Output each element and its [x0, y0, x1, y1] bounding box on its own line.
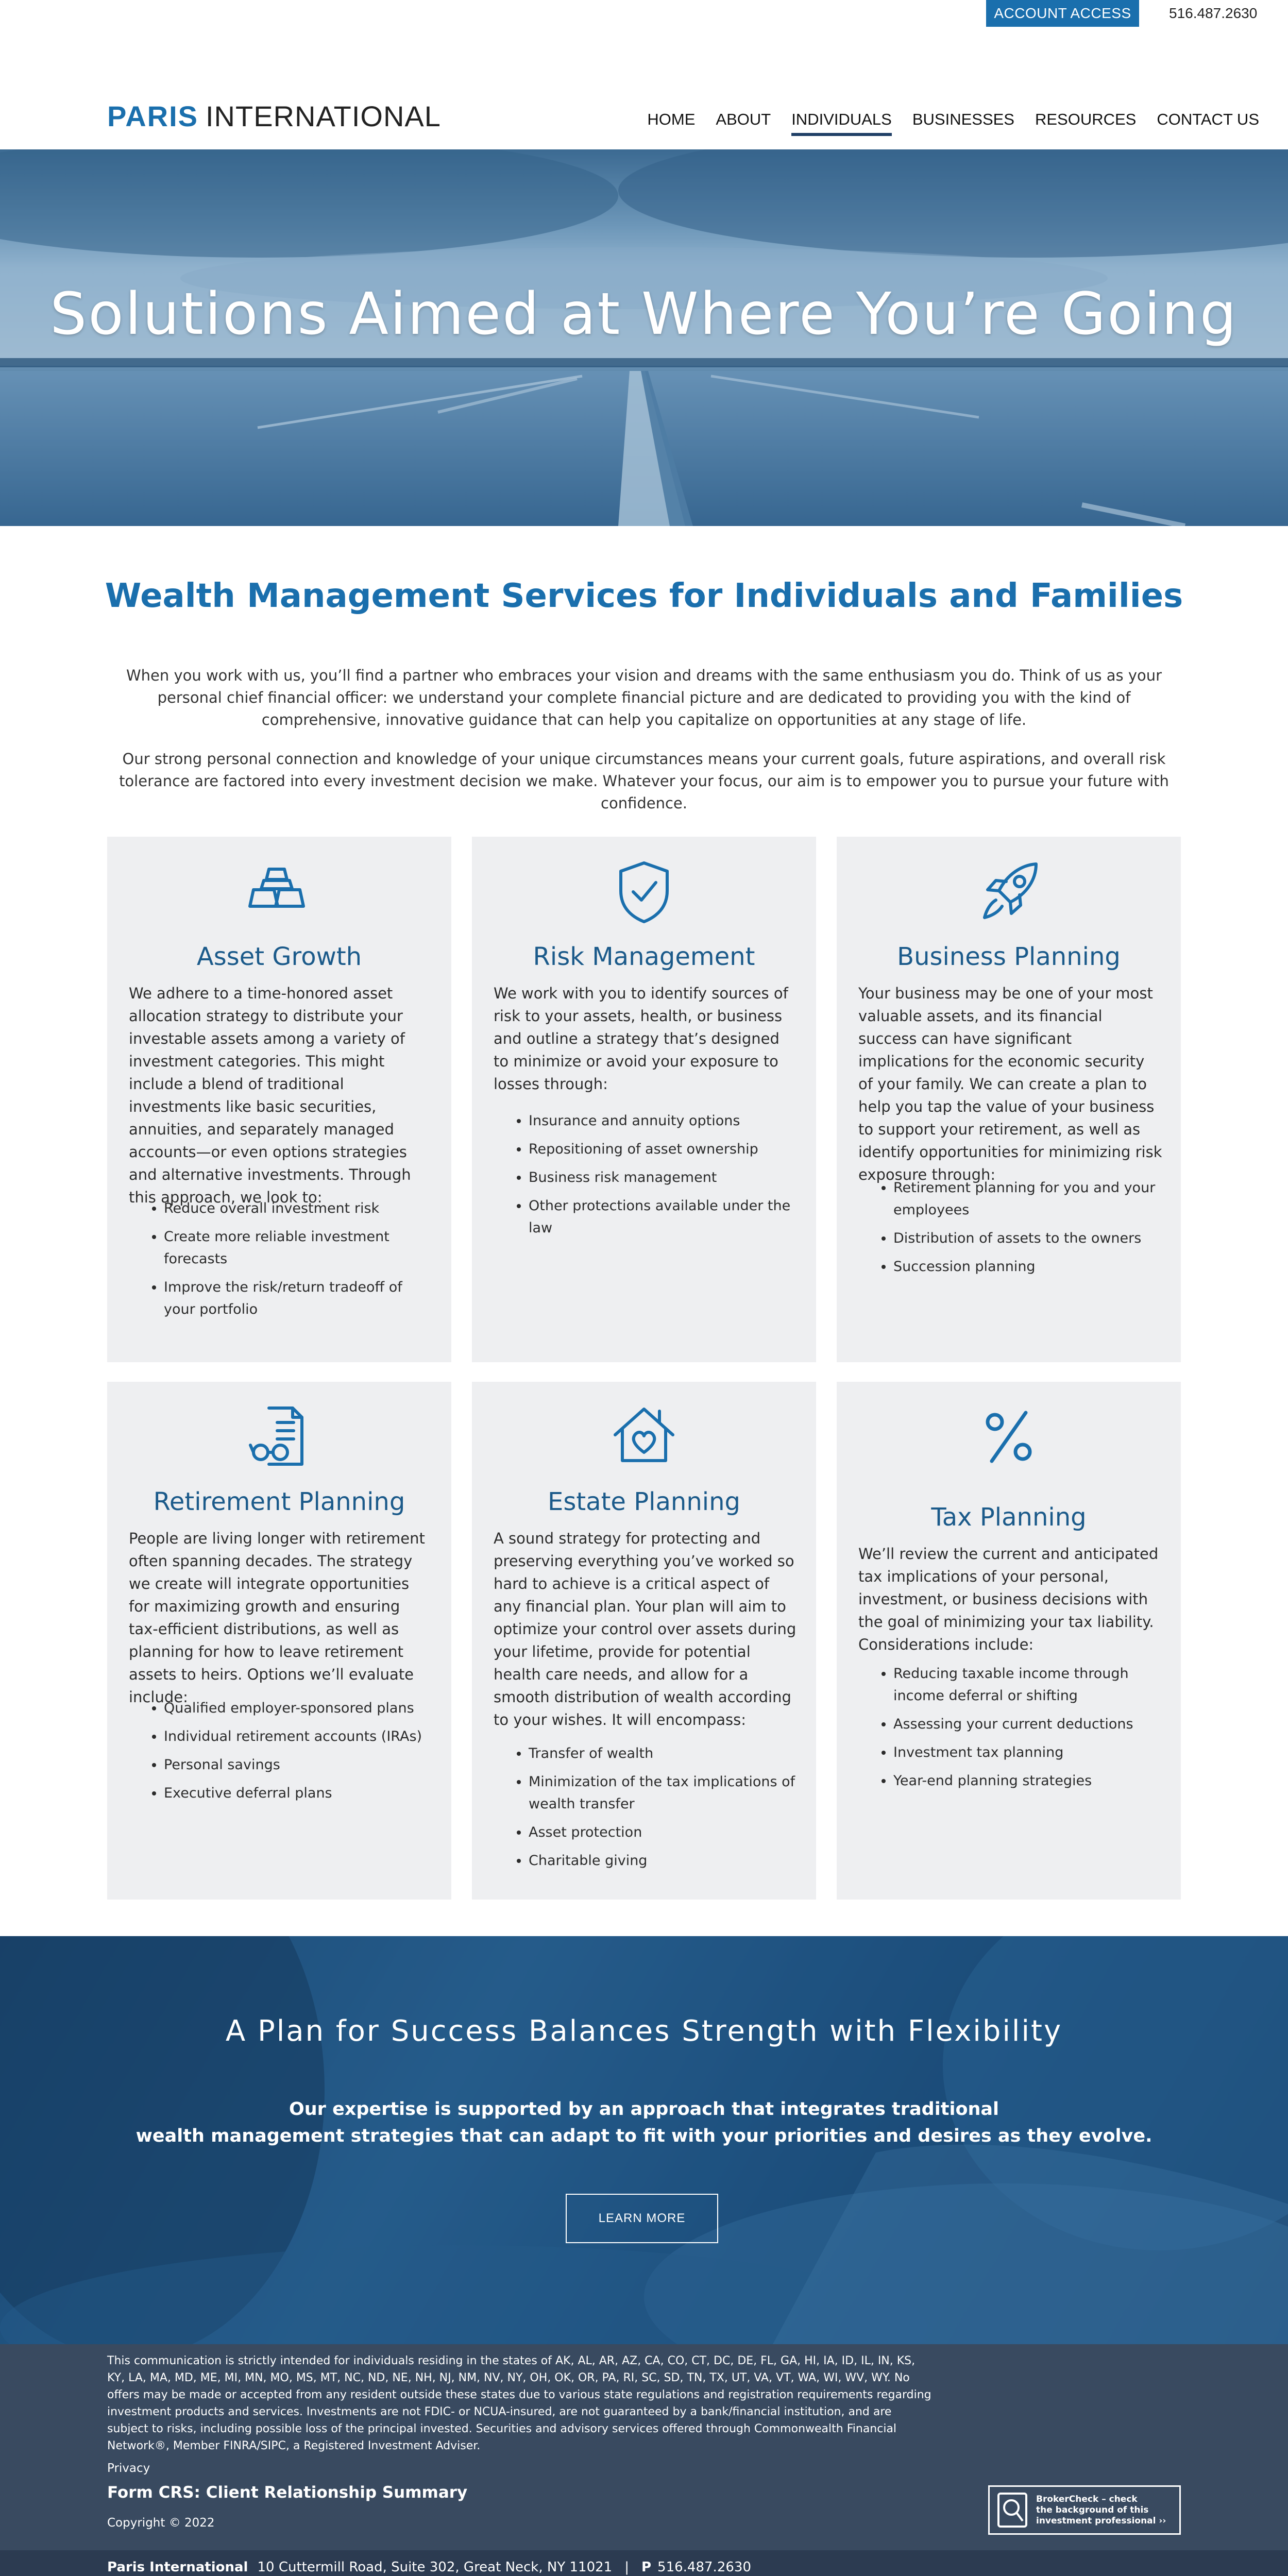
service-bullets — [513, 1110, 802, 1245]
list-item: • Assessing your current deductions — [893, 1713, 1166, 1735]
list-item: • Improve the risk/return tradeoff of your portfolio — [164, 1276, 437, 1320]
list-item: • Transfer of wealth — [529, 1742, 802, 1765]
site-footer — [0, 2344, 1288, 2550]
shield-check-icon — [472, 860, 816, 924]
service-title: Asset Growth — [196, 942, 362, 971]
service-title: Tax Planning — [931, 1503, 1087, 1532]
form-crs-link[interactable]: Form CRS: Client Relationship Summary — [107, 2483, 468, 2502]
list-item: • Succession planning — [893, 1256, 1166, 1278]
list-item: • Investment tax planning — [893, 1741, 1166, 1764]
brokercheck-text — [1036, 2494, 1166, 2527]
cta-text-line-2: wealth management strategies that can adapt to fit with your priorities and desires as they evolve. — [135, 2126, 1153, 2146]
service-bullets — [878, 1177, 1166, 1284]
contact-line — [107, 2550, 751, 2576]
list-item: • Reducing taxable income through income deferral or shifting — [893, 1663, 1166, 1707]
service-card-estate-planning — [472, 1382, 816, 1900]
cta-text — [0, 2096, 1288, 2149]
nav-businesses[interactable]: BUSINESSES — [912, 110, 1014, 128]
service-description: We work with you to identify sources of risk to your assets, health, or business and outline a strategy that’s designed to minimize or avoid your exposure to losses through: — [494, 985, 788, 1093]
service-description: People are living longer with retirement often spanning decades. The strategy we create will integrate opportunities for maximizing growth and ensuring tax-efficient distributions, as well as planning for how to leave retirement assets to heirs. Options we’ll evaluate include: — [129, 1530, 425, 1706]
list-item: • Business risk management — [529, 1166, 802, 1189]
logo[interactable] — [107, 102, 441, 131]
service-bullets — [148, 1697, 437, 1810]
gold-bars-icon — [107, 865, 451, 911]
service-card-risk-management — [472, 837, 816, 1362]
service-title: Estate Planning — [548, 1487, 740, 1516]
service-description: We’ll review the current and anticipated tax implications of your personal, investment, or business decisions with the goal of minimizing your tax liability. Considerations include: — [858, 1545, 1159, 1653]
brokercheck-line-3: investment professional ›› — [1036, 2515, 1166, 2526]
list-item: • Retirement planning for you and your employees — [893, 1177, 1166, 1221]
service-description: A sound strategy for protecting and preserving everything you’ve worked so hard to achieve is a critical aspect of any financial plan. Your plan will aim to optimize your control over assets during your lifetime, provide for potential health care needs, and allow for a smooth distribution of wealth according to your wishes. It will encompass: — [494, 1530, 796, 1728]
account-access-button[interactable]: ACCOUNT ACCESS — [986, 0, 1139, 27]
list-item: • Minimization of the tax implications of wealth transfer — [529, 1771, 802, 1815]
contact-separator: | — [624, 2560, 629, 2575]
brokercheck-magnifier-icon — [997, 2492, 1028, 2528]
service-description: We adhere to a time-honored asset allocation strategy to distribute your investable assets among a variety of investment categories. This might include a blend of traditional investments like basic securities, annuities, and separately managed accounts—or even options strategies and alternative investments. Through this approach, we look to: — [129, 985, 411, 1206]
top-bar — [0, 0, 1288, 27]
disclaimer-text: This communication is strictly intended for individuals residing in the states of AK, AL, AR, AZ, CA, CO, CT, DC, DE, FL, GA, HI, IA, ID, IL, IN, KS, KY, LA, MA, MD, ME, MI, MN, MO, MS, MT, NC, ND, NE, NH, NJ, NM, NV, NY, OH, OK, OR, PA, RI, SC, SD, TN, TX, UT, VA, VT, WA, WI, WV, WY. No offers may be made or accepted from any resident outside these states due to various state regulations and registration requirements regarding investment products and services. Investments are not FDIC- or NCUA-insured, are not guaranteed by a bank/financial institution, and are subject to risks, including possible loss of the principal invested. Securities and advisory services offered through Commonwealth Financial Network®, Member FINRA/SIPC, a Registered Investment Adviser. — [107, 2354, 931, 2452]
service-bullets — [878, 1663, 1166, 1798]
footer-phone-link[interactable]: 516.487.2630 — [657, 2560, 751, 2575]
cta-banner — [0, 1936, 1288, 2344]
firm-name: Paris International — [107, 2560, 248, 2575]
main-nav — [637, 108, 1269, 139]
service-title: Risk Management — [533, 942, 755, 971]
service-card-asset-growth — [107, 837, 451, 1362]
nav-individuals[interactable]: INDIVIDUALS — [781, 108, 902, 139]
list-item: • Create more reliable investment forecasts — [164, 1226, 437, 1270]
cta-title: A Plan for Success Balances Strength with Flexibility — [225, 2014, 1063, 2048]
list-item: • Qualified employer-sponsored plans — [164, 1697, 437, 1719]
site-header — [0, 88, 1288, 149]
brokercheck-line-1: BrokerCheck – check — [1036, 2494, 1138, 2504]
list-item: • Reduce overall investment risk — [164, 1197, 437, 1219]
hero-title: Solutions Aimed at Where You’re Going — [50, 281, 1238, 348]
service-bullets — [513, 1742, 802, 1878]
rocket-icon — [837, 860, 1181, 924]
logo-brand: PARIS — [107, 100, 198, 132]
intro-paragraph-2: Our strong personal connection and knowledge of your unique circumstances means your current goals, future aspirations, and overall risk tolerance are factored into every investment decision we make. Whatever your focus, our aim is to empower you to pursue your future with confidence. — [119, 750, 1169, 812]
top-phone-link[interactable]: 516.487.2630 — [1169, 5, 1258, 21]
logo-suffix: INTERNATIONAL — [206, 100, 441, 132]
house-heart-icon — [472, 1405, 816, 1464]
learn-more-button[interactable]: LEARN MORE — [566, 2194, 718, 2243]
privacy-link[interactable]: Privacy — [107, 2462, 150, 2475]
page-title: Wealth Management Services for Individuals and Families — [105, 577, 1183, 615]
list-item: • Distribution of assets to the owners — [893, 1227, 1166, 1249]
service-card-business-planning — [837, 837, 1181, 1362]
list-item: • Executive deferral plans — [164, 1782, 437, 1804]
percent-icon — [837, 1408, 1181, 1467]
document-glasses-icon — [107, 1405, 451, 1469]
list-item: • Insurance and annuity options — [529, 1110, 802, 1132]
service-card-tax-planning — [837, 1382, 1181, 1900]
brokercheck-line-2: the background of this — [1036, 2504, 1149, 2515]
list-item: • Repositioning of asset ownership — [529, 1138, 802, 1160]
nav-contact-us[interactable]: CONTACT US — [1157, 110, 1259, 128]
nav-home[interactable]: HOME — [647, 110, 696, 128]
copyright: Copyright © 2022 — [107, 2516, 215, 2530]
brokercheck-badge[interactable] — [988, 2485, 1181, 2535]
intro-paragraph-1: When you work with us, you’ll find a partner who embraces your vision and dreams with the same enthusiasm you do. Think of us as your personal chief financial officer: we understand your complete financial picture and are dedicated to providing you with the kind of comprehensive, innovative guidance that can help you capitalize on opportunities at any stage of life. — [126, 667, 1162, 728]
service-title: Retirement Planning — [153, 1487, 405, 1516]
service-description: Your business may be one of your most valuable assets, and its financial success can have significant implications for the economic security of your family. We can create a plan to help you tap the value of your business to support your retirement, as well as identify opportunities for minimizing risk exposure through: — [858, 985, 1162, 1183]
nav-about[interactable]: ABOUT — [716, 110, 771, 128]
footer-contact-bar — [0, 2550, 1288, 2576]
list-item: • Charitable giving — [529, 1850, 802, 1872]
firm-address: 10 Cuttermill Road, Suite 302, Great Neck, NY 11021 — [257, 2560, 613, 2575]
list-item: • Other protections available under the law — [529, 1195, 802, 1239]
service-bullets — [148, 1197, 437, 1327]
list-item: • Year-end planning strategies — [893, 1770, 1166, 1792]
hero-banner — [0, 149, 1288, 526]
list-item: • Individual retirement accounts (IRAs) — [164, 1725, 437, 1748]
cta-text-line-1: Our expertise is supported by an approach that integrates traditional — [289, 2099, 999, 2120]
nav-resources[interactable]: RESOURCES — [1035, 110, 1137, 128]
list-item: • Asset protection — [529, 1821, 802, 1843]
list-item: • Personal savings — [164, 1754, 437, 1776]
service-card-retirement-planning — [107, 1382, 451, 1900]
phone-label: P — [641, 2560, 652, 2575]
service-title: Business Planning — [897, 942, 1121, 971]
